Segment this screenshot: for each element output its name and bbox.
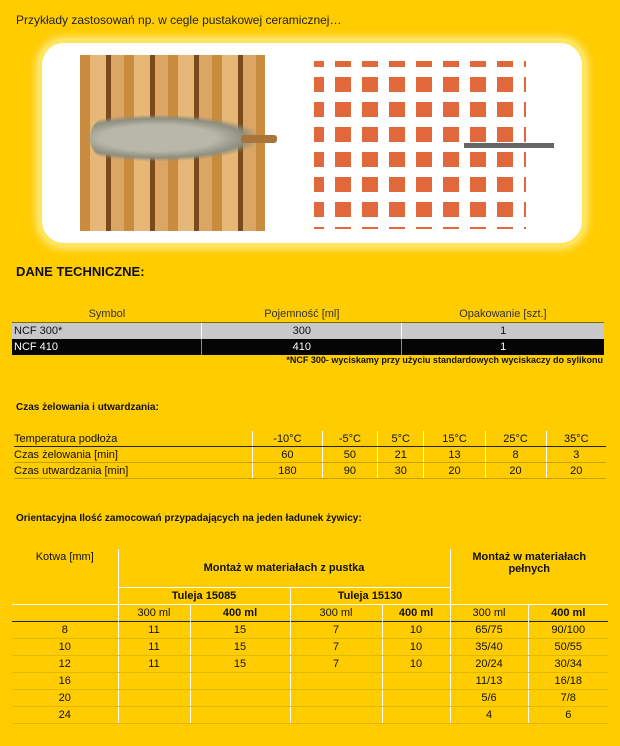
photo-frame: [42, 43, 582, 243]
anchor-cell: 30/34: [528, 656, 608, 673]
spec-header: Opakowanie [szt.]: [402, 306, 604, 323]
anchor-cell: [290, 690, 382, 707]
spec-table: [12, 306, 604, 355]
cure-cell: 90: [322, 463, 377, 479]
cure-cell: 13: [424, 447, 485, 463]
anchor-cell: 15: [190, 656, 290, 673]
anchor-cell: 65/75: [450, 622, 528, 639]
anchor-cell: [190, 690, 290, 707]
cure-cell: 21: [378, 447, 424, 463]
anchor-cell: 16/18: [528, 673, 608, 690]
anchor-cell: 15: [190, 622, 290, 639]
spec-header: Symbol: [12, 306, 202, 323]
anchor-cell: 7: [290, 622, 382, 639]
anchor-cell: 11: [118, 639, 190, 656]
anchor-cell: 6: [528, 707, 608, 724]
table-row: [12, 690, 608, 707]
sub-header-blank: [12, 605, 118, 622]
anchor-cell: [382, 690, 450, 707]
anchor-cell: 10: [382, 656, 450, 673]
kotwa-header: Kotwa [mm]: [35, 551, 94, 563]
anchor-cell: 11: [118, 622, 190, 639]
cure-cell: 20: [546, 463, 606, 479]
anchor-cell: 4: [450, 707, 528, 724]
anchor-cell: [382, 673, 450, 690]
anchor-cell: [118, 707, 190, 724]
anchor-cell: 11: [118, 656, 190, 673]
cure-table: [14, 431, 606, 479]
sub-header: 300 ml: [290, 605, 382, 622]
sleeve-header: Tuleja 15130: [290, 588, 450, 605]
anchor-cell: 10: [12, 639, 118, 656]
table-row: [12, 707, 608, 724]
table-row: [12, 622, 608, 639]
cure-cell: 35°C: [546, 431, 606, 447]
anchor-table: [12, 549, 608, 724]
cure-cell: 180: [253, 463, 323, 479]
cure-cell: 50: [322, 447, 377, 463]
hollow-block-photo: [314, 61, 526, 229]
anchor-cell: 10: [382, 639, 450, 656]
sub-header: 400 ml: [190, 605, 290, 622]
anchor-cell: 50/55: [528, 639, 608, 656]
anchor-cell: [382, 707, 450, 724]
cure-heading: Czas żelowania i utwardzania:: [16, 402, 159, 413]
cure-cell: -5°C: [322, 431, 377, 447]
spec-cell: NCF 410: [12, 339, 202, 355]
anchor-cell: 7/8: [528, 690, 608, 707]
cure-cell: 5°C: [378, 431, 424, 447]
spec-cell: 410: [202, 339, 402, 355]
anchor-cell: 24: [12, 707, 118, 724]
spec-row: [12, 323, 604, 340]
cure-row: [14, 447, 606, 463]
anchor-cell: 20/24: [450, 656, 528, 673]
spec-cell: 300: [202, 323, 402, 340]
spec-header-row: [12, 306, 604, 323]
anchor-cell: 90/100: [528, 622, 608, 639]
table-row: [12, 656, 608, 673]
anchor-cell: [190, 673, 290, 690]
anchor-cell: 20: [12, 690, 118, 707]
anchor-group-row: [12, 549, 608, 588]
table-row: [12, 673, 608, 690]
cure-row: [14, 463, 606, 479]
cure-cell: 3: [546, 447, 606, 463]
anchor-in-brick-photo: [80, 55, 265, 231]
cure-cell: 8: [485, 447, 546, 463]
anchor-cell: 16: [12, 673, 118, 690]
group-solid-header: Montaż w materiałach pełnych: [450, 549, 608, 605]
group-hollow-header: Montaż w materiałach z pustka: [118, 549, 450, 588]
anchor-cell: 12: [12, 656, 118, 673]
anchor-cell: 10: [382, 622, 450, 639]
anchor-cell: 7: [290, 656, 382, 673]
cure-cell: 20: [424, 463, 485, 479]
spec-row: [12, 339, 604, 355]
anchor-cell: [290, 707, 382, 724]
spec-cell: 1: [402, 339, 604, 355]
anchor-sub-row: [12, 605, 608, 622]
table-row: [12, 639, 608, 656]
anchor-cell: 11/13: [450, 673, 528, 690]
cure-row: [14, 431, 606, 447]
tech-heading: DANE TECHNICZNE:: [16, 264, 145, 279]
anchor-heading: Orientacyjna Ilość zamocowań przypadających na jeden ładunek żywicy:: [16, 513, 362, 524]
sub-header: 400 ml: [528, 605, 608, 622]
cure-label: Czas utwardzania [min]: [14, 463, 253, 479]
anchor-cell: 8: [12, 622, 118, 639]
anchor-cell: [190, 707, 290, 724]
sleeve-header: Tuleja 15085: [118, 588, 290, 605]
cure-cell: 15°C: [424, 431, 485, 447]
cure-cell: -10°C: [253, 431, 323, 447]
anchor-cell: [290, 673, 382, 690]
anchor-cell: [118, 673, 190, 690]
anchor-cell: 15: [190, 639, 290, 656]
cure-label: Temperatura podłoża: [14, 431, 253, 447]
sub-header: 300 ml: [450, 605, 528, 622]
cure-cell: 20: [485, 463, 546, 479]
cure-cell: 30: [378, 463, 424, 479]
spec-cell: 1: [402, 323, 604, 340]
anchor-cell: 5/6: [450, 690, 528, 707]
cure-label: Czas żelowania [min]: [14, 447, 253, 463]
spec-footnote: *NCF 300- wyciskamy przy użyciu standardowych wyciskaczy do sylikonu: [286, 355, 603, 365]
spec-header: Pojemność [ml]: [202, 306, 402, 323]
anchor-cell: 7: [290, 639, 382, 656]
anchor-cell: 35/40: [450, 639, 528, 656]
cure-cell: 60: [253, 447, 323, 463]
anchor-cell: [118, 690, 190, 707]
intro-text: Przykłady zastosowań np. w cegle pustakowej ceramicznej…: [16, 13, 342, 27]
sub-header: 400 ml: [382, 605, 450, 622]
spec-cell: NCF 300*: [12, 323, 202, 340]
sub-header: 300 ml: [118, 605, 190, 622]
cure-cell: 25°C: [485, 431, 546, 447]
